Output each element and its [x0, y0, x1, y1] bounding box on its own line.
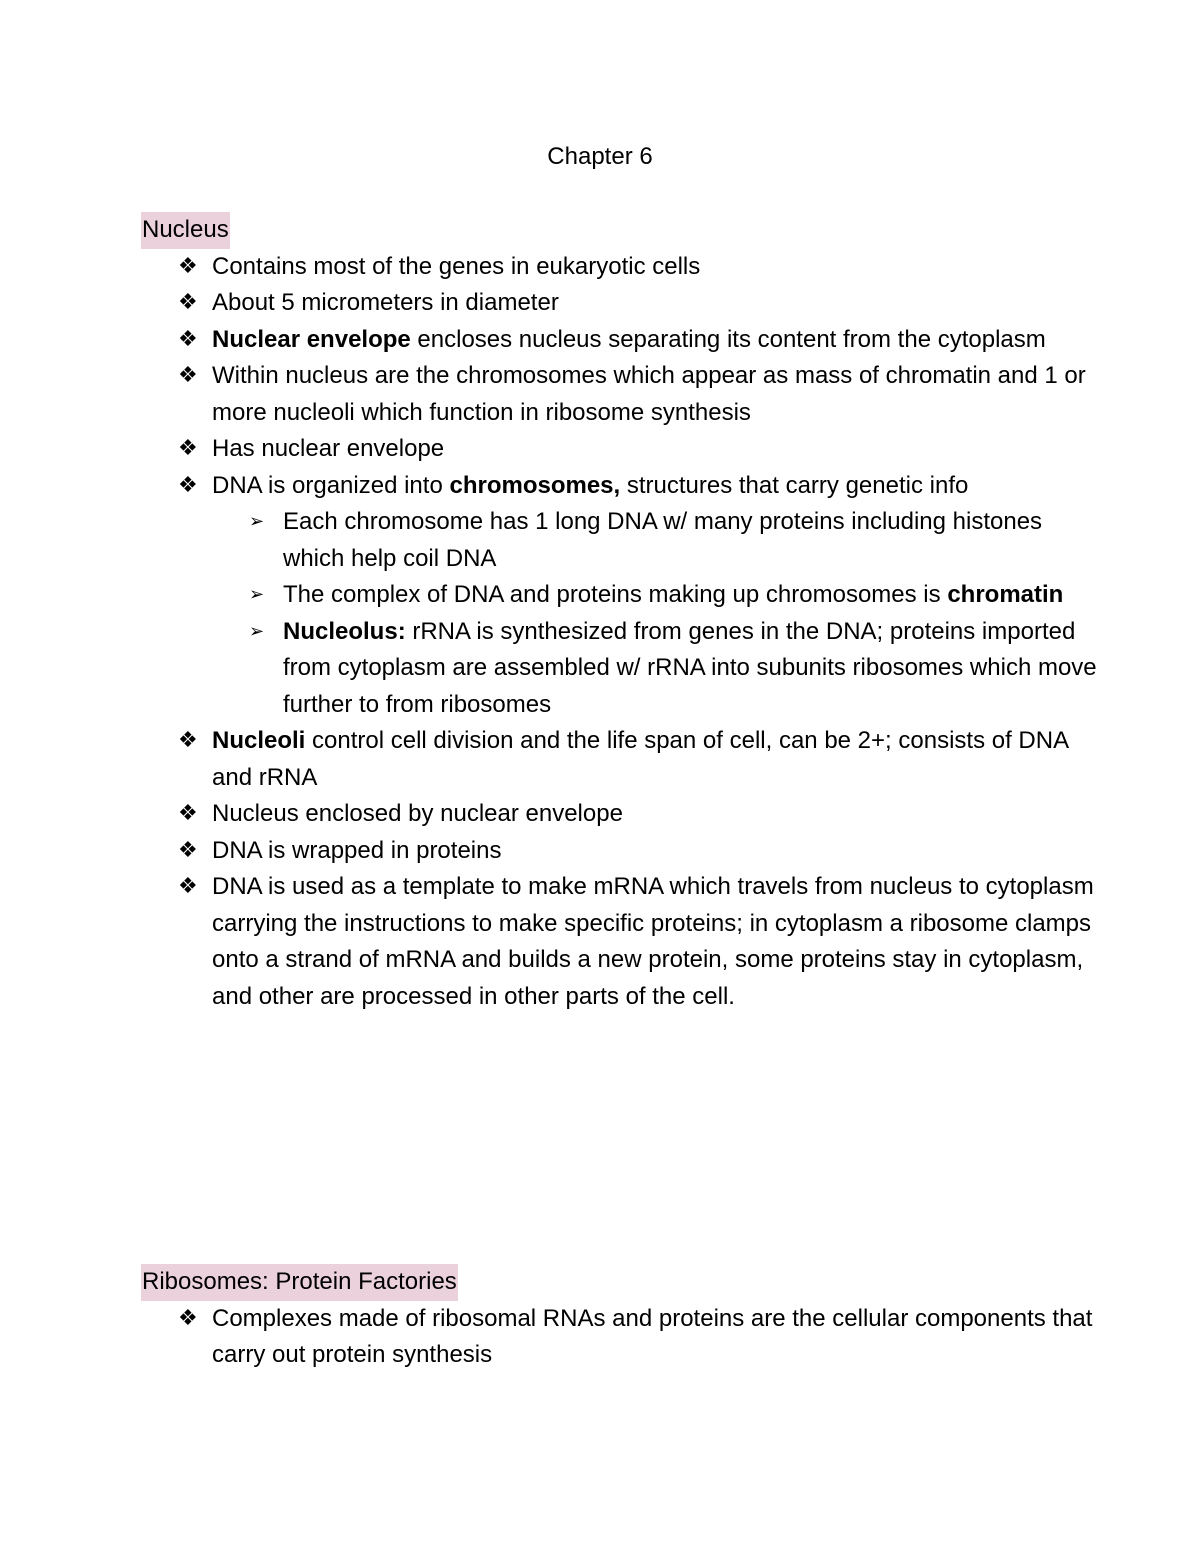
- list-item: ❖ Contains most of the genes in eukaryotic cells: [141, 249, 1101, 286]
- list-item: ❖ DNA is wrapped in proteins: [141, 833, 1101, 870]
- sub-list-item: ➢ Nucleolus: rRNA is synthesized from genes in the DNA; proteins imported from cytoplasm are assembled w/ rRNA into subunits ribosomes which move further to from ribosomes: [141, 614, 1101, 724]
- sub-list-item: ➢ Each chromosome has 1 long DNA w/ many proteins including histones which help coil DNA: [141, 504, 1101, 577]
- list-item: ❖ DNA is used as a template to make mRNA which travels from nucleus to cytoplasm carrying the instructions to make specific proteins; in cytoplasm a ribosome clamps onto a strand of mRNA and builds a new protein, some proteins stay in cytoplasm, and other are processed in other parts of the cell.: [141, 869, 1101, 1015]
- section-heading: Nucleus: [141, 212, 230, 249]
- list-item: ❖ Nuclear envelope encloses nucleus separating its content from the cytoplasm: [141, 322, 1101, 359]
- list-item: ❖ Within nucleus are the chromosomes which appear as mass of chromatin and 1 or more nucleoli which function in ribosome synthesis: [141, 358, 1101, 431]
- section-heading: Ribosomes: Protein Factories: [141, 1264, 458, 1301]
- list-item: ❖ Complexes made of ribosomal RNAs and proteins are the cellular components that carry out protein synthesis: [141, 1301, 1101, 1374]
- page-title: Chapter 6: [547, 143, 653, 170]
- bullet-list: [141, 1301, 1101, 1374]
- list-item: ❖ Nucleus enclosed by nuclear envelope: [141, 796, 1101, 833]
- list-item: ❖ DNA is organized into chromosomes, structures that carry genetic info: [141, 468, 1101, 505]
- section-nucleus: [141, 212, 1101, 1015]
- list-item: ❖ Nucleoli control cell division and the life span of cell, can be 2+; consists of DNA and rRNA: [141, 723, 1101, 796]
- bullet-list: [141, 249, 1101, 1016]
- list-item: ❖ About 5 micrometers in diameter: [141, 285, 1101, 322]
- list-item: ❖ Has nuclear envelope: [141, 431, 1101, 468]
- sub-list-item: ➢ The complex of DNA and proteins making up chromosomes is chromatin: [141, 577, 1101, 614]
- section-ribosomes: [141, 1264, 1101, 1374]
